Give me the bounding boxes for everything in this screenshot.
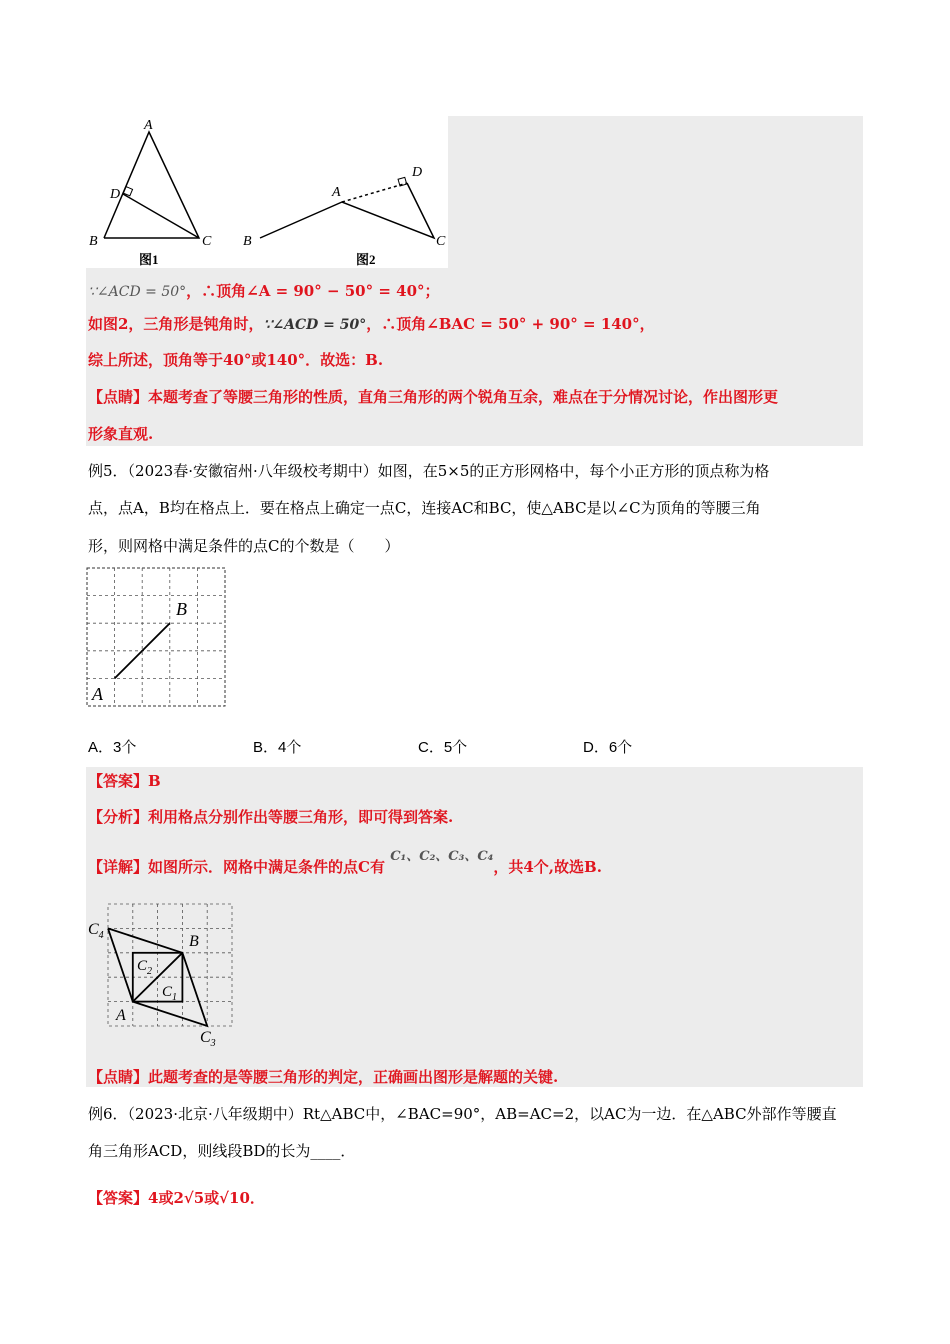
ex6-answer: 【答案】4或2√5或√10． — [88, 1189, 265, 1207]
solution-line-3: 综上所述，顶角等于40°或140°．故选：B. — [88, 351, 384, 369]
solution-grid-figure — [86, 902, 236, 1050]
svg-text:B: B — [243, 234, 252, 249]
ex5-tip: 【点睛】此题考查的是等腰三角形的判定，正确画出图形是解题的关键. — [88, 1068, 559, 1086]
point-b-label: B — [176, 599, 187, 619]
c2-label: $C_2$ — [137, 958, 153, 977]
ex5-line-2: 点，点A，B均在格点上．要在格点上确定一点C，连接AC和BC，使△ABC是以∠C为顶角的等腰三角 — [88, 499, 761, 517]
c4-label: $C_4$ — [88, 921, 104, 941]
fig1-label: 图1 — [139, 252, 159, 267]
ex6-line-1: 例6．（2023·北京·八年级期中）Rt△ABC中，∠BAC=90°，AB=AC=2，以AC为一边．在△ABC外部作等腰直 — [88, 1105, 837, 1123]
grid-figure — [86, 567, 228, 709]
c1-label: $C_1$ — [162, 984, 178, 1003]
detail-points: C₁、C₂、C₃、C₄ — [390, 849, 494, 864]
svg-text:B: B — [89, 234, 98, 249]
c3-label: $C_3$ — [200, 1029, 216, 1049]
svg-text:A: A — [332, 185, 341, 200]
solution-line-1: ∵∠ACD = 50°，∴顶角∠A = 90° − 50° = 40°； — [88, 282, 440, 300]
option-d: D．6个 — [583, 739, 633, 756]
svg-text:D: D — [110, 187, 121, 202]
solution-line-2: 如图2，三角形是钝角时，∵∠ACD = 50°，∴顶角∠BAC = 50° + 90° = 140°， — [88, 315, 655, 333]
fig2-label: 图2 — [356, 252, 376, 267]
triangles-svg — [86, 116, 448, 268]
option-a: A．3个 — [88, 739, 137, 756]
option-b: B．4个 — [253, 739, 302, 756]
ex5-answer: 【答案】B — [88, 772, 161, 790]
ex5-detail: 【详解】如图所示．网格中满足条件的点C有 C₁、C₂、C₃、C₄，共4个,故选B. — [88, 849, 602, 876]
point-a-label: A — [92, 684, 103, 704]
figure-triangles — [86, 116, 448, 268]
svg-text:C: C — [202, 234, 212, 249]
svg-text:D: D — [412, 165, 423, 180]
svg-text:A: A — [144, 118, 153, 133]
option-c: C．5个 — [418, 739, 468, 756]
tip-line-1: 【点睛】本题考查了等腰三角形的性质，直角三角形的两个锐角互余，难点在于分情况讨论，作出图形更 — [88, 388, 779, 406]
ex6-line-2: 角三角形ACD，则线段BD的长为____． — [88, 1142, 356, 1160]
svg-text:C: C — [436, 234, 446, 249]
a-label: A — [116, 1007, 126, 1024]
ex5-line-3: 形，则网格中满足条件的点C的个数是（ ） — [88, 537, 400, 555]
b-label: B — [189, 933, 199, 950]
tip-line-2: 形象直观. — [88, 425, 154, 443]
ex5-line-1: 例5．（2023春·安徽宿州·八年级校考期中）如图，在5×5的正方形网格中，每个小正方形的顶点称为格 — [88, 462, 770, 480]
ex5-analysis: 【分析】利用格点分别作出等腰三角形，即可得到答案. — [88, 808, 454, 826]
